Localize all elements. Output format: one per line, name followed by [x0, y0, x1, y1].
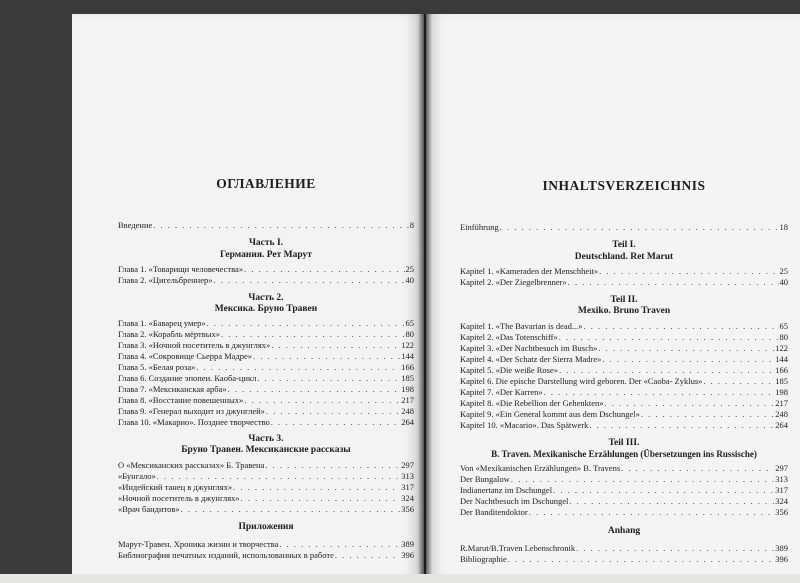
toc-entry: Indianertanz im Dschungel . . . 317: [460, 485, 788, 496]
part-subtitle: Германия. Рет Марут: [220, 250, 312, 260]
part-label: Часть 2.: [248, 293, 284, 303]
toc-entry: «Индейский танец в джунглях» . . . 317: [118, 482, 414, 493]
toc-entry: Kapitel 9. «Ein General kommt aus dem Dschungel» . . . 248: [460, 409, 788, 420]
part-subtitle: Mexiko. Bruno Traven: [577, 306, 671, 316]
toc-entry: Глава 7. «Мексиканская арба» . . . 198: [118, 384, 414, 395]
toc-entry: Kapitel 5. «Die weiße Rose» . . . 166: [460, 365, 788, 376]
part-label: Teil I.: [612, 240, 636, 250]
toc-entry: Der Nachtbesuch im Dschungel . . . 324: [460, 496, 788, 507]
toc-entry: Kapitel 7. «Der Karren» . . . 198: [460, 387, 788, 398]
toc-title-ru: ОГЛАВЛЕНИЕ: [216, 176, 316, 191]
toc-entry: «Врач бандитов» . . . 356: [118, 504, 414, 515]
toc-entry: Марут-Травен. Хроника жизни и творчества . . . 389: [118, 539, 414, 550]
toc-entry-intro: Einführung . . . 18: [460, 222, 788, 233]
left-page: [72, 14, 424, 583]
toc-entry: Глава 6. Создание эпопеи. Каоба-цикл . . . 185: [118, 373, 414, 384]
toc-entry: Kapitel 8. «Die Rebellion der Gehenkten» . . . 217: [460, 398, 788, 409]
toc-entry: Глава 1. «Баварец умер» . . . 65: [118, 318, 414, 329]
toc-entry: Библиография печатных изданий, использованных в работе . . . 396: [118, 550, 414, 561]
toc-entry: О «Мексиканских рассказах» Б. Травена . . . 297: [118, 460, 414, 471]
toc-entry: Kapitel 6. Die epische Darstellung wird geboren. Der «Caoba- Zyklus» . . . 185: [460, 376, 788, 387]
toc-entry-intro: Введение . . . 8: [118, 220, 414, 231]
toc-entry: Глава 1. «Товарищи человечества» . . . 25: [118, 264, 414, 275]
part-label: Teil III.: [608, 438, 640, 448]
toc-entry: Bibliographie . . . 396: [460, 554, 788, 565]
part-subtitle: Мексика. Бруно Травен: [214, 304, 318, 314]
part-subtitle: Deutschland. Ret Marut: [574, 252, 674, 262]
toc-entry: Глава 3. «Ночной посетитель в джунглях» . . . 122: [118, 340, 414, 351]
appendix-heading: Приложения: [238, 522, 294, 532]
toc-entry: Глава 2. «Корабль мёртвых» . . . 80: [118, 329, 414, 340]
toc-entry: Глава 4. «Сокровище Сьерра Мадре» . . . 144: [118, 351, 414, 362]
toc-entry: Глава 10. «Макарио». Позднее творчество . . . 264: [118, 417, 414, 428]
toc-entry: Kapitel 4. «Der Schatz der Sierra Madre» . . . 144: [460, 354, 788, 365]
toc-entry: Kapitel 1. «The Bavarian is dead...» . . . 65: [460, 321, 788, 332]
part-subtitle: B. Traven. Mexikanische Erzählungen (Übersetzungen ins Russische): [491, 449, 757, 459]
toc-entry: Kapitel 2. «Das Totenschiff» . . . 80: [460, 332, 788, 343]
toc-entry: Von «Mexikanischen Erzählungen» B. Travens . . . 297: [460, 463, 788, 474]
part-label: Часть 3.: [248, 434, 284, 444]
toc-title-de: INHALTSVERZEICHNIS: [542, 178, 706, 193]
book-gutter: [418, 14, 432, 583]
part-label: Часть I.: [248, 238, 284, 248]
toc-entry: Глава 2. «Цигельбреннер» . . . 40: [118, 275, 414, 286]
toc-entry: Kapitel 10. «Macario». Das Spätwerk . . . 264: [460, 420, 788, 431]
part-label: Teil II.: [610, 295, 638, 305]
toc-entry: «Бунгало» . . . 313: [118, 471, 414, 482]
toc-entry: Глава 9. «Генерал выходит из джунглей» . . . 248: [118, 406, 414, 417]
toc-entry: Kapitel 3. «Der Nachtbesuch im Busch» . . . 122: [460, 343, 788, 354]
part-subtitle: Бруно Травен. Мексиканские рассказы: [181, 445, 351, 455]
toc-entry: Der Bungalow . . . 313: [460, 474, 788, 485]
toc-entry: R.Marut/B.Traven Lebenschronik . . . 389: [460, 543, 788, 554]
toc-entry: Глава 8. «Восстание повешенных» . . . 217: [118, 395, 414, 406]
toc-entry: Kapitel 1. «Kameraden der Menschheit» . . . 25: [460, 266, 788, 277]
toc-entry: «Ночной посетитель в джунглях» . . . 324: [118, 493, 414, 504]
right-page: [426, 14, 800, 583]
toc-entry: Der Banditendoktor . . . 356: [460, 507, 788, 518]
toc-entry: Глава 5. «Белая роза» . . . 166: [118, 362, 414, 373]
scan-bottom-edge: [0, 574, 800, 583]
toc-entry: Kapitel 2. «Der Ziegelbrenner» . . . 40: [460, 277, 788, 288]
appendix-heading: Anhang: [607, 526, 641, 536]
